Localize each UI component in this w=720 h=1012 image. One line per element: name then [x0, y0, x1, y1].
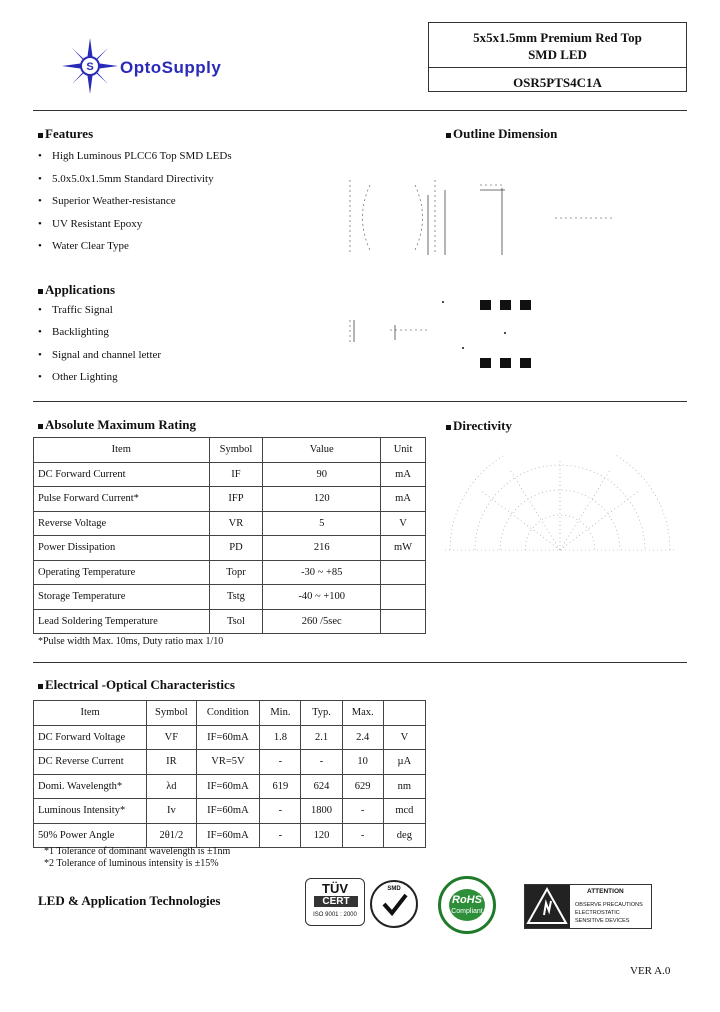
table-row: DC Forward Voltage VF IF=60mA 1.8 2.1 2.4 V	[34, 725, 426, 750]
amr-note: *Pulse width Max. 10ms, Duty ratio max 1/10	[38, 636, 224, 647]
outline-heading: Outline Dimension	[446, 126, 557, 142]
version-label: VER A.0	[630, 965, 671, 977]
table-row: DC Reverse Current IR VR=5V - - 10 µA	[34, 750, 426, 775]
list-item: • Signal and channel letter	[38, 348, 162, 361]
esd-warning-icon	[525, 885, 570, 928]
eoc-note-1: *1 Tolerance of dominant wavelength is ±1nm	[44, 846, 231, 857]
features-list	[38, 150, 232, 263]
svg-text:S: S	[86, 61, 94, 73]
esd-attention-label: ATTENTION OBSERVE PRECAUTIONS ELECTROSTATIC SENSITIVE DEVICES	[524, 884, 652, 929]
table-row: Lead Soldering Temperature Tsol 260 /5sec	[34, 609, 426, 634]
table-header-row: Item Symbol Condition Min. Typ. Max.	[34, 701, 426, 726]
applications-heading: Applications	[38, 282, 115, 298]
amr-heading: Absolute Maximum Rating	[38, 417, 196, 433]
list-item: • Backlighting	[38, 326, 109, 339]
list-item: • Superior Weather-resistance	[38, 195, 176, 207]
amr-table	[33, 437, 426, 634]
smd-check-badge: SMD	[370, 880, 418, 928]
list-item: • High Luminous PLCC6 Top SMD LEDs	[38, 150, 232, 162]
checkmark-icon	[372, 882, 416, 926]
title-divider	[429, 67, 686, 68]
title-box	[428, 22, 687, 92]
part-number: OSR5PTS4C1A	[513, 75, 602, 90]
rohs-badge: RoHS Compliant	[438, 876, 496, 934]
list-item: • Traffic Signal	[38, 304, 113, 316]
directivity-heading: Directivity	[446, 418, 512, 434]
tuv-cert-badge: TÜV CERT ISO 9001 : 2000	[305, 878, 365, 926]
eoc-heading: Electrical -Optical Characteristics	[38, 677, 235, 693]
eoc-note-2: *2 Tolerance of luminous intensity is ±15%	[44, 858, 219, 869]
table-row: Domi. Wavelength* λd IF=60mA 619 624 629 nm	[34, 774, 426, 799]
star-logo-icon	[60, 36, 120, 96]
table-row: DC Forward Current IF 90 mA	[34, 462, 426, 487]
lower-rule	[33, 662, 687, 663]
list-item: • Water Clear Type	[38, 240, 129, 252]
company-line: LED & Application Technologies	[38, 893, 221, 908]
eoc-table	[33, 700, 426, 848]
list-item: • Other Lighting	[38, 370, 118, 383]
applications-list	[38, 304, 161, 393]
directivity-plot	[440, 455, 680, 575]
product-title: 5x5x1.5mm Premium Red Top SMD LED	[473, 30, 642, 62]
list-item: • 5.0x5.0x1.5mm Standard Directivity	[38, 172, 214, 185]
optosupply-logo	[60, 36, 120, 96]
table-row: Luminous Intensity* Iv IF=60mA - 1800 - mcd	[34, 799, 426, 824]
table-row: Storage Temperature Tstg -40 ~ +100	[34, 585, 426, 610]
top-rule	[33, 110, 687, 111]
features-heading: Features	[38, 126, 93, 142]
table-row: Pulse Forward Current* IFP 120 mA	[34, 487, 426, 512]
table-row: Reverse Voltage VR 5 V	[34, 511, 426, 536]
table-row: Operating Temperature Topr -30 ~ +85	[34, 560, 426, 585]
brand-name: OptoSupply	[120, 58, 222, 77]
list-item: • UV Resistant Epoxy	[38, 217, 143, 230]
table-row: Power Dissipation PD 216 mW	[34, 536, 426, 561]
table-header-row: Item Symbol Value Unit	[34, 438, 426, 463]
outline-drawing	[340, 160, 640, 380]
mid-rule	[33, 401, 687, 402]
table-row: 50% Power Angle 2θ1/2 IF=60mA - 120 - deg	[34, 823, 426, 848]
